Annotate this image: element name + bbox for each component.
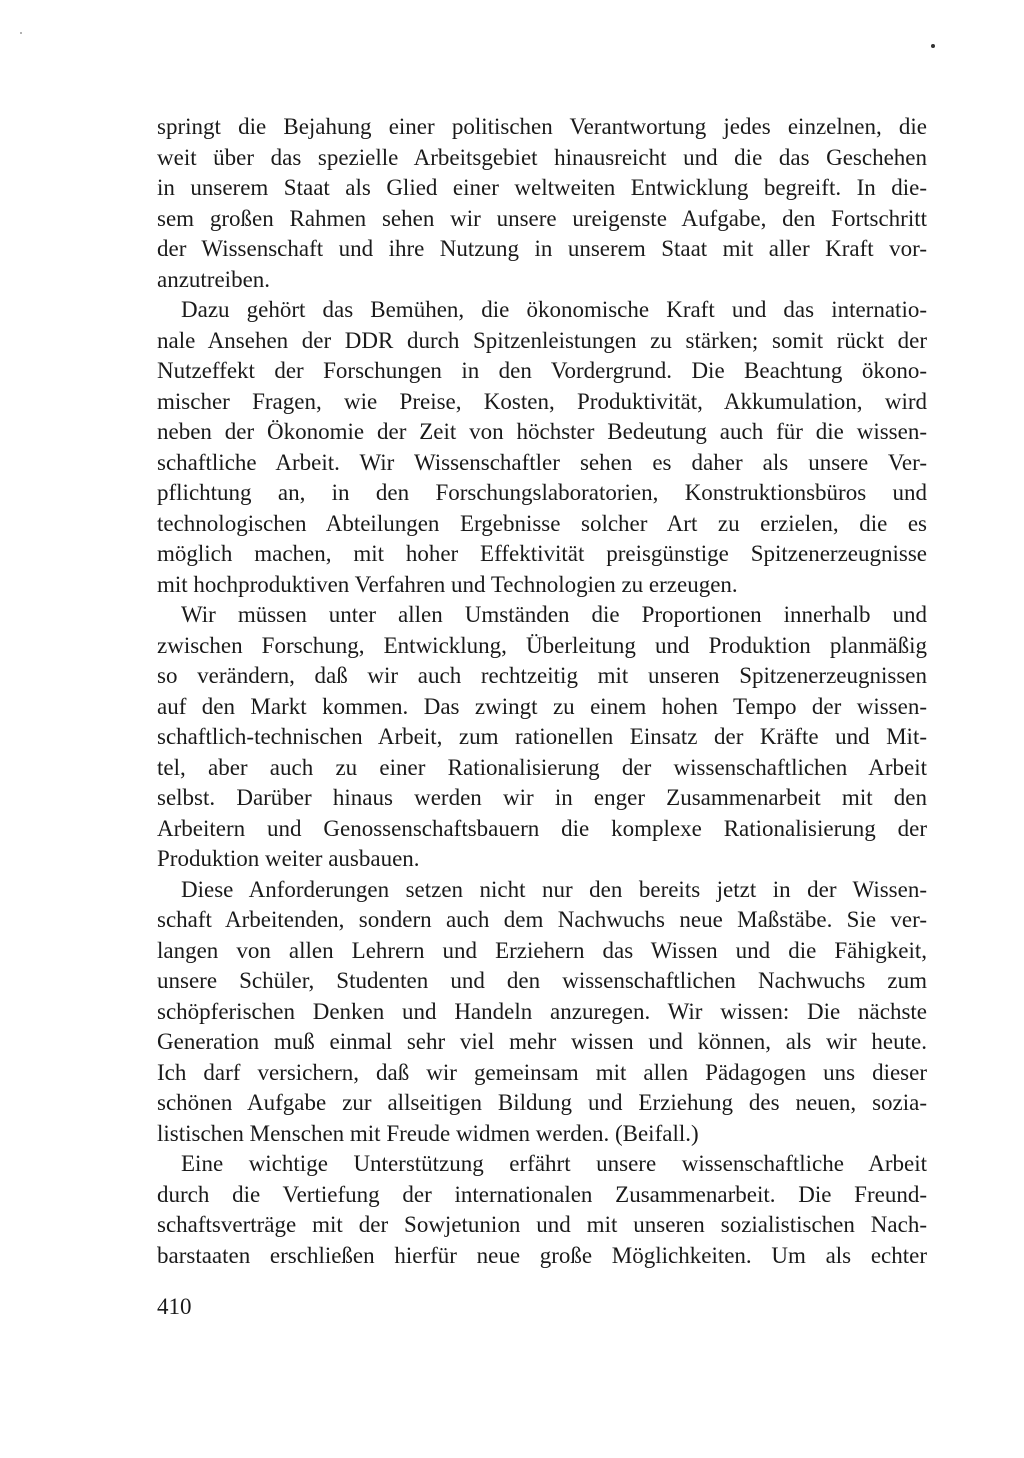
text-line: listischen Menschen mit Freude widmen werden. (Beifall.): [157, 1120, 699, 1146]
text-line: Produktion weiter ausbauen.: [157, 846, 420, 871]
text-line: anzutreiben.: [157, 266, 271, 292]
text-line: pflichtung an, in den Forschungslaboratorien, Konstruktionsbüros und: [157, 480, 927, 505]
text-line: tel, aber auch zu einer Rationalisierung der wissenschaftlichen Arbeit: [157, 754, 927, 780]
text-line: selbst. Darüber hinaus werden wir in enger Zusammenarbeit mit den: [157, 785, 927, 810]
text-line: Eine wichtige Unterstützung erfährt unsere wissenschaftliche Arbeit: [181, 1151, 927, 1176]
text-line: mischer Fragen, wie Preise, Kosten, Produktivität, Akkumulation, wird: [157, 388, 927, 414]
text-line: durch die Vertiefung der internationalen Zusammenarbeit. Die Freund-: [157, 1181, 927, 1207]
text-line: Diese Anforderungen setzen nicht nur den bereits jetzt in der Wissen-: [181, 876, 927, 902]
text-line: schaft Arbeitenden, sondern auch dem Nachwuchs neue Maßstäbe. Sie ver-: [157, 907, 927, 932]
text-line: mit hochproduktiven Verfahren und Technologien zu erzeugen.: [157, 571, 738, 597]
text-line: barstaaten erschließen hierfür neue große Möglichkeiten. Um als echter: [157, 1242, 927, 1268]
text-line: neben der Ökonomie der Zeit von höchster Bedeutung auch für die wissen-: [157, 419, 927, 444]
text-line: Arbeitern und Genossenschaftsbauern die komplexe Rationalisierung der: [157, 815, 927, 841]
text-line: unsere Schüler, Studenten und den wissenschaftlichen Nachwuchs zum: [157, 968, 927, 993]
text-line: der Wissenschaft und ihre Nutzung in unserem Staat mit aller Kraft vor-: [157, 236, 927, 261]
text-line: schaftliche Arbeit. Wir Wissenschaftler sehen es daher als unsere Ver-: [157, 449, 927, 475]
text-line: Nutzeffekt der Forschungen in den Vordergrund. Die Beachtung ökono-: [157, 358, 927, 383]
text-line: schöpferischen Denken und Handeln anzuregen. Wir wissen: Die nächste: [157, 998, 927, 1024]
ink-speck: [20, 32, 22, 34]
text-line: so verändern, daß wir auch rechtzeitig mit unseren Spitzenerzeugnissen: [157, 663, 927, 688]
text-line: sem großen Rahmen sehen wir unsere ureigenste Aufgabe, den Fortschritt: [157, 205, 927, 231]
text-line: schaftsverträge mit der Sowjetunion und mit unseren sozialistischen Nach-: [157, 1212, 927, 1237]
text-line: springt die Bejahung einer politischen Verantwortung jedes einzelnen, die: [157, 114, 927, 139]
text-line: in unserem Staat als Glied einer weltweiten Entwicklung begreift. In die-: [157, 175, 927, 200]
text-line: langen von allen Lehrern und Erziehern das Wissen und die Fähigkeit,: [157, 937, 927, 963]
text-line: Ich darf versichern, daß wir gemeinsam mit allen Pädagogen uns dieser: [157, 1059, 927, 1085]
body-text: [157, 112, 927, 1271]
page-number: 410: [157, 1294, 192, 1319]
text-line: schönen Aufgabe zur allseitigen Bildung und Erziehung des neuen, sozia-: [157, 1090, 927, 1115]
text-line: möglich machen, mit hoher Effektivität preisgünstige Spitzenerzeugnisse: [157, 541, 927, 566]
text-line: schaftlich-technischen Arbeit, zum rationellen Einsatz der Kräfte und Mit-: [157, 724, 927, 749]
text-line: weit über das spezielle Arbeitsgebiet hinausreicht und die das Geschehen: [157, 144, 927, 170]
text-line: technologischen Abteilungen Ergebnisse solcher Art zu erzielen, die es: [157, 510, 927, 536]
text-line: nale Ansehen der DDR durch Spitzenleistungen zu stärken; somit rückt der: [157, 327, 927, 353]
text-line: auf den Markt kommen. Das zwingt zu einem hohen Tempo der wissen-: [157, 693, 927, 719]
ink-speck: [931, 44, 935, 48]
text-line: Dazu gehört das Bemühen, die ökonomische Kraft und das internatio-: [181, 297, 927, 322]
text-line: zwischen Forschung, Entwicklung, Überleitung und Produktion planmäßig: [157, 632, 927, 658]
text-line: Generation muß einmal sehr viel mehr wissen und können, als wir heute.: [157, 1029, 927, 1054]
text-line: Wir müssen unter allen Umständen die Proportionen innerhalb und: [181, 602, 927, 627]
